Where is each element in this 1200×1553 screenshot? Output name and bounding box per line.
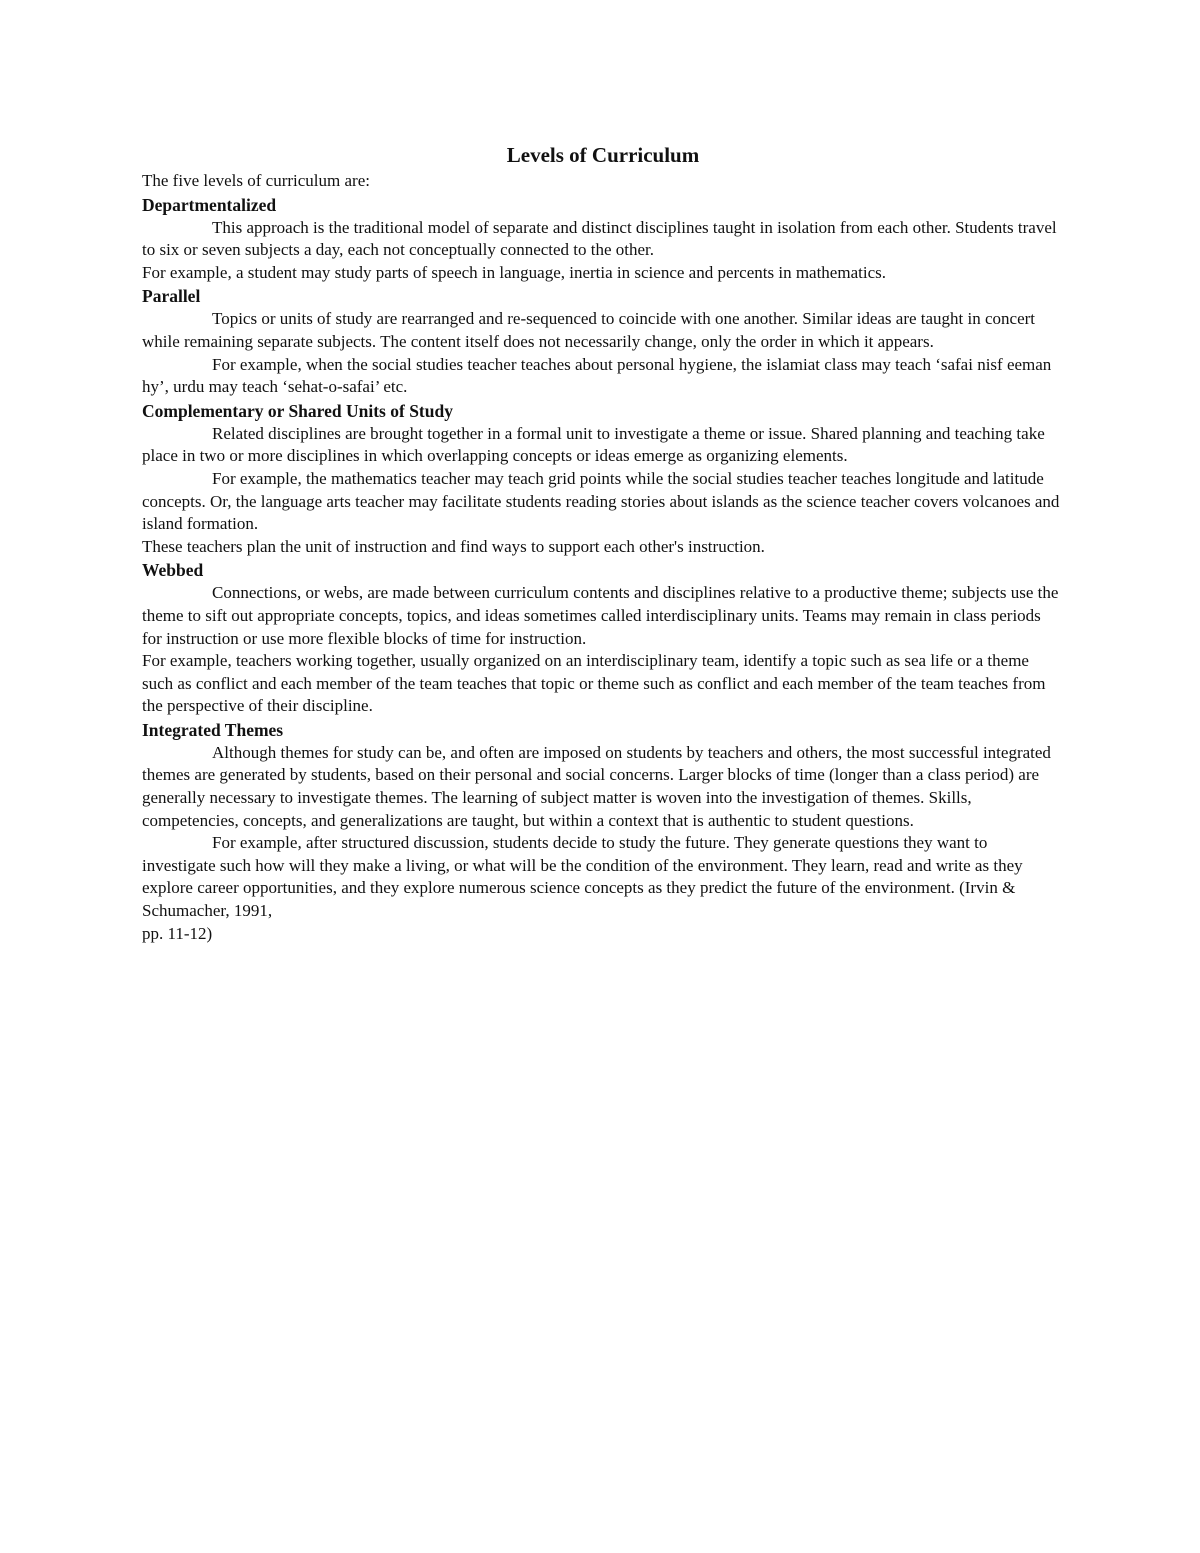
section-paragraph: For example, after structured discussion, students decide to study the future. They generate questions they want to investigate such how will they make a living, or what will be the condition of the environment. They learn, read and write as they explore career opportunities, and they explore numerous science concepts as they predict the future of the environment. (Irvin & Schumacher, 1991, — [142, 833, 1023, 921]
section-complementary-or-shared-units-of-study — [142, 399, 1064, 559]
section-parallel — [142, 284, 1064, 398]
section-heading: Departmentalized — [142, 194, 277, 215]
section-paragraph: Topics or units of study are rearranged and re-sequenced to coincide with one another. Similar ideas are taught in concert while remaining separate subjects. The content itself does not necessarily change, only the order in which it appears. — [142, 309, 1036, 351]
section-paragraph: pp. 11-12) — [142, 923, 213, 943]
section-departmentalized — [142, 193, 1064, 285]
intro-text: The five levels of curriculum are: — [142, 171, 370, 190]
section-integrated-themes — [142, 718, 1064, 945]
section-heading: Complementary or Shared Units of Study — [142, 400, 453, 421]
section-paragraph: This approach is the traditional model of separate and distinct disciplines taught in isolation from each other. Students travel to six or seven subjects a day, each not conceptually connected to the other. — [142, 217, 1057, 260]
section-paragraph: Connections, or webs, are made between curriculum contents and disciplines relative to a productive theme; subjects use the theme to sift out appropriate concepts, topics, and ideas sometimes called interdisciplinary units. Teams may remain in class periods for instruction or use more flexible blocks of time for instruction. — [142, 583, 1059, 648]
document-title: Levels of Curriculum — [506, 143, 700, 167]
section-paragraph: Although themes for study can be, and often are imposed on students by teachers and others, the most successful integrated themes are generated by students, based on their personal and social concerns. Larger blocks of time (longer than a class period) are generally necessary to investigate themes. The learning of subject matter is woven into the investigation of themes. Skills, competencies, concepts, and generalizations are taught, but within a context that is authentic to student questions. — [142, 742, 1051, 830]
section-heading: Integrated Themes — [142, 719, 284, 740]
section-paragraph: These teachers plan the unit of instruction and find ways to support each other's instruction. — [142, 536, 765, 556]
section-paragraph: For example, a student may study parts of speech in language, inertia in science and percents in mathematics. — [142, 262, 886, 282]
section-paragraph: For example, teachers working together, usually organized on an interdisciplinary team, identify a topic such as sea life or a theme such as conflict and each member of the team teaches that topic or theme such as conflict and each member of the team teaches from the perspective of their discipline. — [142, 651, 1046, 716]
section-heading: Parallel — [142, 286, 201, 307]
section-paragraph: Related disciplines are brought together in a formal unit to investigate a theme or issue. Shared planning and teaching take place in two or more disciplines in which overlapping concepts or ideas emerge as organizing elements. — [142, 423, 1045, 466]
section-webbed — [142, 558, 1064, 718]
sections-container — [142, 193, 1064, 946]
section-heading: Webbed — [142, 560, 204, 581]
section-paragraph: For example, when the social studies teacher teaches about personal hygiene, the islamiat class may teach ‘safai nisf eeman hy’, urdu may teach ‘sehat-o-safai’ etc. — [142, 354, 1052, 397]
section-paragraph: For example, the mathematics teacher may teach grid points while the social studies teacher teaches longitude and latitude concepts. Or, the language arts teacher may facilitate students reading stories about islands as the science teacher covers volcanoes and island formation. — [142, 468, 1060, 534]
document-page — [142, 142, 1064, 945]
